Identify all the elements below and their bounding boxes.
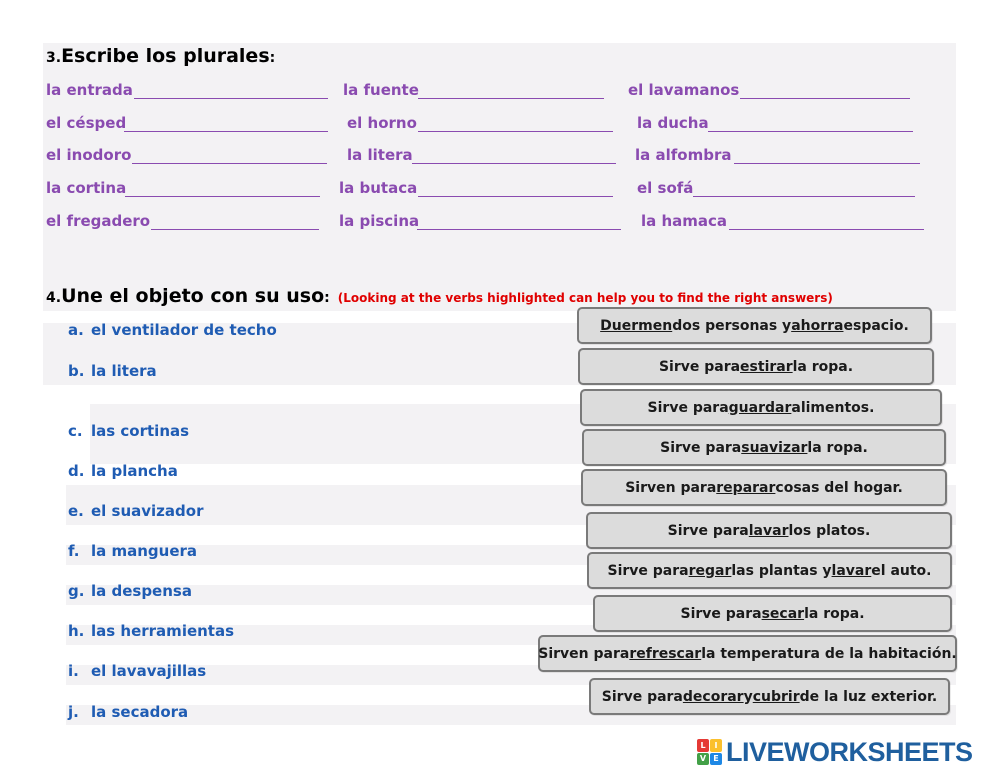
object-name: la despensa bbox=[91, 582, 192, 600]
object-letter: b. bbox=[68, 362, 85, 380]
object-letter: g. bbox=[68, 582, 85, 600]
use-card[interactable] bbox=[578, 348, 934, 385]
plural-answer-line[interactable] bbox=[693, 196, 915, 197]
use-text: Sirve para bbox=[647, 399, 729, 416]
use-card[interactable] bbox=[582, 429, 946, 466]
object-letter: c. bbox=[68, 422, 83, 440]
plural-answer-line[interactable] bbox=[418, 98, 604, 99]
object-item[interactable] bbox=[68, 362, 157, 380]
object-letter: j. bbox=[68, 703, 79, 721]
object-name: la litera bbox=[91, 362, 157, 380]
plural-answer-line[interactable] bbox=[708, 131, 913, 132]
use-text: Sirve para bbox=[667, 522, 749, 539]
section-4-hint: (Looking at the verbs highlighted can help you to find the right answers) bbox=[337, 291, 833, 305]
plural-item: la litera bbox=[347, 146, 413, 164]
use-text: y bbox=[743, 688, 753, 705]
highlighted-verb: guardar bbox=[728, 399, 792, 416]
liveworksheets-logo bbox=[697, 737, 973, 767]
use-text: Sirve para bbox=[660, 439, 742, 456]
section-4-number: 4. bbox=[46, 290, 62, 306]
section-3-colon: : bbox=[269, 50, 276, 66]
plural-answer-line[interactable] bbox=[132, 163, 327, 164]
use-text: Sirven para bbox=[625, 479, 717, 496]
object-letter: d. bbox=[68, 462, 85, 480]
plural-answer-line[interactable] bbox=[734, 163, 920, 164]
plural-item: el sofá bbox=[637, 179, 694, 197]
plural-answer-line[interactable] bbox=[417, 229, 621, 230]
plural-answer-line[interactable] bbox=[418, 196, 613, 197]
plural-item: la hamaca bbox=[641, 212, 728, 230]
plural-item: la piscina bbox=[339, 212, 420, 230]
use-text: dos personas y bbox=[672, 317, 792, 334]
use-text: cosas del hogar. bbox=[775, 479, 903, 496]
use-text: la ropa. bbox=[804, 605, 865, 622]
use-text: los platos. bbox=[788, 522, 871, 539]
logo-badge-letter: L bbox=[697, 739, 709, 752]
object-item[interactable] bbox=[68, 462, 178, 480]
plural-answer-line[interactable] bbox=[124, 131, 328, 132]
highlighted-verb: Duermen bbox=[600, 317, 673, 334]
plurals-panel bbox=[43, 43, 956, 311]
use-text: Sirve para bbox=[607, 562, 689, 579]
logo-badge-letter: I bbox=[710, 739, 722, 752]
highlighted-verb: lavar bbox=[748, 522, 789, 539]
section-3-number: 3. bbox=[46, 50, 62, 66]
section-3-title: Escribe los plurales bbox=[61, 45, 270, 67]
object-item[interactable] bbox=[68, 422, 189, 440]
section-4-title: Une el objeto con su uso bbox=[61, 285, 325, 307]
highlighted-verb: cubrir bbox=[752, 688, 800, 705]
plural-item: la cortina bbox=[46, 179, 127, 197]
object-letter: f. bbox=[68, 542, 80, 560]
object-name: la manguera bbox=[91, 542, 198, 560]
plural-answer-line[interactable] bbox=[134, 98, 328, 99]
plural-item: el lavamanos bbox=[628, 81, 740, 99]
use-card[interactable] bbox=[581, 469, 947, 506]
use-card[interactable] bbox=[538, 635, 957, 672]
object-item[interactable] bbox=[68, 582, 192, 600]
use-card[interactable] bbox=[586, 512, 952, 549]
logo-badge-icon bbox=[697, 739, 722, 765]
object-name: el ventilador de techo bbox=[91, 321, 277, 339]
plural-answer-line[interactable] bbox=[740, 98, 910, 99]
object-letter: h. bbox=[68, 622, 85, 640]
highlighted-verb: refrescar bbox=[629, 645, 702, 662]
use-card[interactable] bbox=[577, 307, 932, 344]
use-card[interactable] bbox=[589, 678, 950, 715]
use-card[interactable] bbox=[593, 595, 952, 632]
logo-badge-letter: V bbox=[697, 753, 709, 766]
highlighted-verb: suavizar bbox=[741, 439, 808, 456]
highlighted-verb: lavar bbox=[831, 562, 872, 579]
plural-answer-line[interactable] bbox=[151, 229, 319, 230]
object-name: el lavavajillas bbox=[91, 662, 207, 680]
highlighted-verb: reparar bbox=[716, 479, 776, 496]
plural-answer-line[interactable] bbox=[418, 131, 613, 132]
object-letter: e. bbox=[68, 502, 84, 520]
object-item[interactable] bbox=[68, 321, 277, 339]
plural-answer-line[interactable] bbox=[412, 163, 616, 164]
highlighted-verb: ahorra bbox=[791, 317, 844, 334]
object-name: el suavizador bbox=[91, 502, 204, 520]
use-card[interactable] bbox=[580, 389, 942, 426]
plural-item: el césped bbox=[46, 114, 127, 132]
use-text: las plantas y bbox=[731, 562, 832, 579]
use-text: Sirve para bbox=[601, 688, 683, 705]
highlighted-verb: estirar bbox=[740, 358, 793, 375]
plural-item: la ducha bbox=[637, 114, 709, 132]
use-text: Sirve para bbox=[680, 605, 762, 622]
object-name: la plancha bbox=[91, 462, 178, 480]
highlighted-verb: secar bbox=[761, 605, 805, 622]
use-text: Sirven para bbox=[538, 645, 630, 662]
use-text: la ropa. bbox=[807, 439, 868, 456]
use-text: la temperatura de la habitación. bbox=[701, 645, 957, 662]
use-text: la ropa. bbox=[792, 358, 854, 375]
object-letter: i. bbox=[68, 662, 79, 680]
use-text: alimentos. bbox=[791, 399, 875, 416]
object-item[interactable] bbox=[68, 662, 206, 680]
highlighted-verb: regar bbox=[688, 562, 732, 579]
object-name: las cortinas bbox=[91, 422, 190, 440]
section-3-heading bbox=[46, 45, 275, 67]
logo-badge-letter: E bbox=[710, 753, 722, 766]
plural-item: el inodoro bbox=[46, 146, 132, 164]
object-letter: a. bbox=[68, 321, 84, 339]
plural-item: el fregadero bbox=[46, 212, 151, 230]
logo-text: LIVEWORKSHEETS bbox=[726, 736, 973, 767]
plural-item: la butaca bbox=[339, 179, 418, 197]
use-card[interactable] bbox=[587, 552, 952, 589]
plural-item: el horno bbox=[347, 114, 417, 132]
object-item[interactable] bbox=[68, 622, 234, 640]
object-name: las herramientas bbox=[91, 622, 235, 640]
use-text: el auto. bbox=[871, 562, 932, 579]
object-item[interactable] bbox=[68, 502, 203, 520]
section-4-colon: : bbox=[324, 290, 330, 306]
use-text: espacio. bbox=[843, 317, 909, 334]
highlighted-verb: decorar bbox=[682, 688, 744, 705]
plural-item: la alfombra bbox=[635, 146, 732, 164]
object-item[interactable] bbox=[68, 703, 188, 721]
object-name: la secadora bbox=[91, 703, 189, 721]
use-text: Sirve para bbox=[658, 358, 741, 375]
plural-item: la entrada bbox=[46, 81, 133, 99]
plural-answer-line[interactable] bbox=[125, 196, 320, 197]
plural-item: la fuente bbox=[343, 81, 419, 99]
use-text: de la luz exterior. bbox=[799, 688, 938, 705]
object-item[interactable] bbox=[68, 542, 197, 560]
plural-answer-line[interactable] bbox=[729, 229, 924, 230]
section-4-heading bbox=[46, 285, 833, 307]
